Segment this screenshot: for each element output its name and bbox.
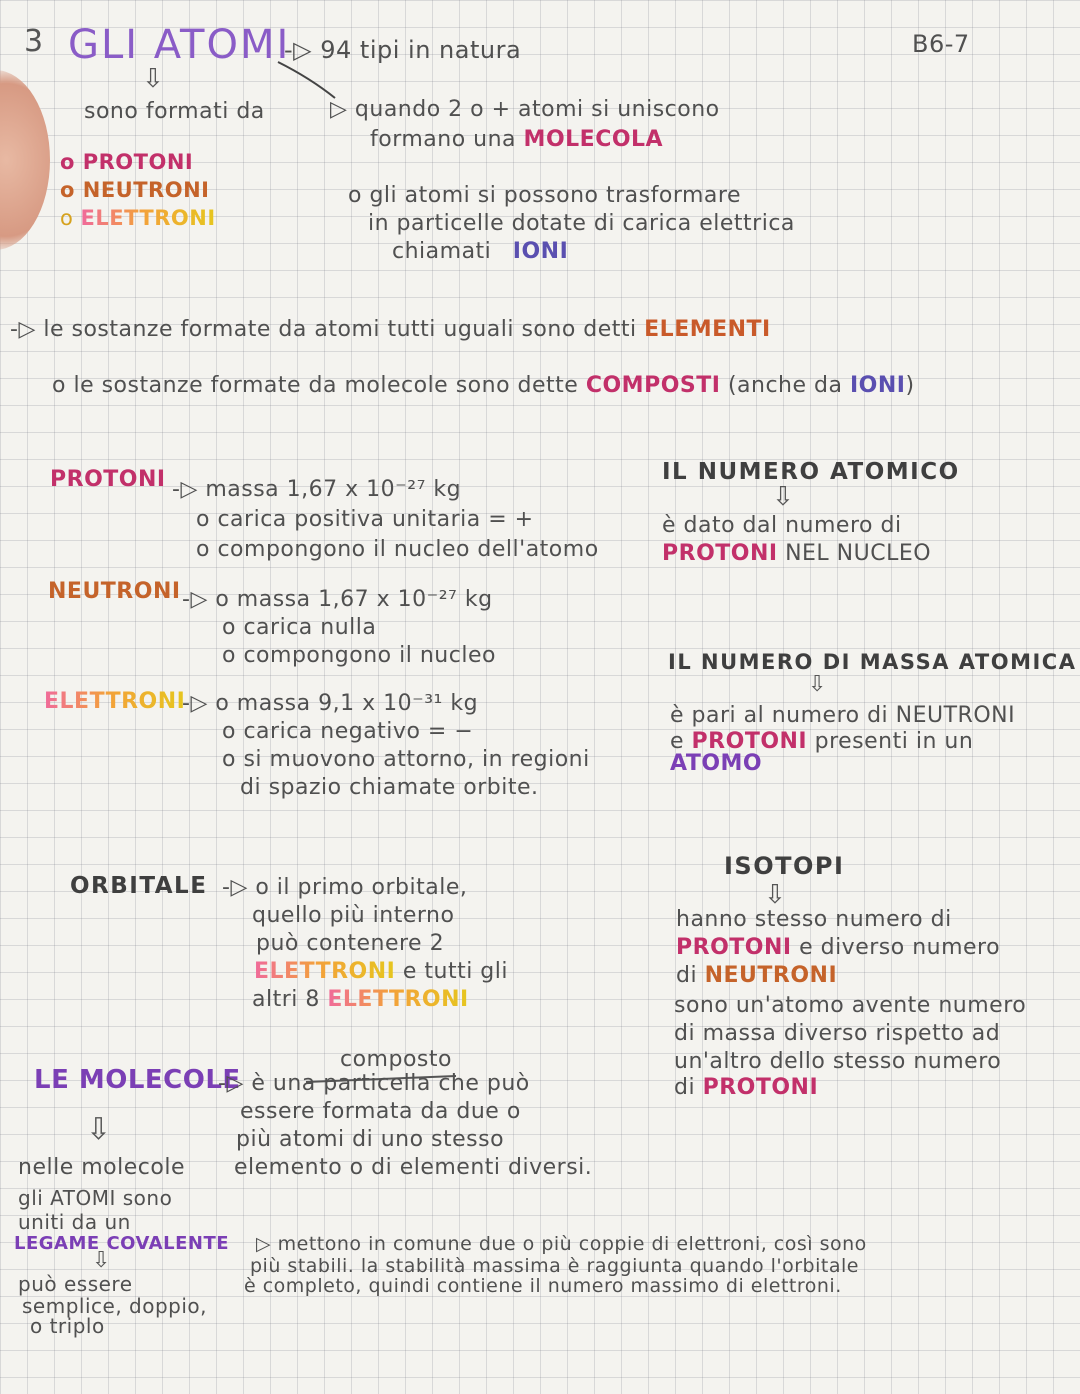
down-arrow-icon: ⇩ [92,1248,111,1273]
protoni-line-2: o carica positiva unitaria = + [196,507,534,532]
composto-note: composto [340,1047,452,1072]
isotopi-line-6: un'altro dello stesso numero [674,1049,1002,1074]
molecule-note-line1: ▷ quando 2 o + atomi si uniscono [330,97,720,122]
section-number: 3 [24,24,44,59]
particle-neutroni: o NEUTRONI [60,178,210,202]
legame-type-3: o triplo [30,1314,105,1338]
molecole-line-4: elemento o di elementi diversi. [234,1155,593,1180]
protoni-line-3: o compongono il nucleo dell'atomo [196,537,599,562]
neutroni-label: NEUTRONI [48,579,181,604]
isotopi-line-3: di NEUTRONI [676,963,838,988]
molecole-line-2: essere formata da due o [240,1099,521,1124]
legame-type-2: semplice, doppio, [22,1294,208,1318]
elettroni-line-2: o carica negativo = − [222,719,474,744]
massa-atomica-title: IL NUMERO DI MASSA ATOMICA [668,650,1077,674]
page-title: GLI ATOMI [68,22,291,68]
legame-line-3: è completo, quindi contiene il numero massimo di elettroni. [244,1275,842,1297]
down-arrow-icon: ⇩ [142,64,164,94]
ions-line3: chiamati IONI [392,239,569,264]
atom-count-note: -▷ 94 tipi in natura [284,36,522,64]
orbitale-line-1: -▷ o il primo orbitale, [222,875,468,900]
numero-atomico-title: IL NUMERO ATOMICO [662,459,960,485]
molecole-line-1: -▷ è una particella che può [218,1071,530,1096]
composti-word: COMPOSTI [585,373,721,398]
isotopi-title: ISOTOPI [724,852,845,880]
orbitale-line-4: ELETTRONI e tutti gli [254,959,508,984]
page-code: B6-7 [912,30,970,58]
isotopi-line-7: di PROTONI [674,1075,819,1100]
orbitale-line-5: altri 8 ELETTRONI [252,987,469,1012]
compounds-definition: o le sostanze formate da molecole sono dette COMPOSTI (anche da IONI) [52,373,915,398]
legame-type-1: può essere [18,1272,133,1296]
molecole-left-2: gli ATOMI sono [18,1186,173,1210]
formed-by-text: sono formati da [84,99,265,124]
molecole-line-3: più atomi di uno stesso [236,1127,505,1152]
isotopi-line-2: PROTONI e diverso numero [676,935,1001,960]
protoni-line-1: -▷ massa 1,67 x 10⁻²⁷ kg [172,477,462,502]
legame-line-2: più stabili. la stabilità massima è raggiunta quando l'orbitale [250,1255,859,1277]
elettroni-line-3: o si muovono attorno, in regioni [222,747,590,772]
neutroni-line-2: o carica nulla [222,615,377,640]
down-arrow-icon: ⇩ [764,880,786,910]
elementi-word: ELEMENTI [644,317,771,342]
ioni-word: IONI [512,239,569,264]
particle-protoni: o PROTONI [60,150,194,174]
neutroni-line-3: o compongono il nucleo [222,643,496,668]
particle-elettroni: o ELETTRONI [60,206,216,230]
isotopi-line-5: di massa diverso rispetto ad [674,1021,1001,1046]
elettroni-line-4: di spazio chiamate orbite. [240,775,539,800]
orbitale-line-3: può contenere 2 [256,931,445,956]
molecole-left-3: uniti da un [18,1210,131,1234]
molecole-label: LE MOLECOLE [34,1065,241,1095]
down-arrow-icon: ⇩ [86,1112,112,1147]
massa-atomica-line-1: è pari al numero di NEUTRONI [670,703,1016,728]
isotopi-line-4: sono un'atomo avente numero [674,993,1027,1018]
neutroni-line-1: -▷ o massa 1,67 x 10⁻²⁷ kg [182,587,493,612]
orbitale-label: ORBITALE [70,873,208,899]
legame-line-1: ▷ mettono in comune due o più coppie di elettroni, così sono [256,1233,867,1255]
numero-atomico-line-1: è dato dal numero di [662,513,902,538]
isotopi-line-1: hanno stesso numero di [676,907,952,932]
molecole-left-1: nelle molecole [18,1155,185,1180]
elettroni-line-1: -▷ o massa 9,1 x 10⁻³¹ kg [182,691,479,716]
atomo-word: ATOMO [670,751,763,776]
legame-covalente-label: LEGAME COVALENTE [14,1233,230,1254]
ioni-word-2: IONI [849,373,906,398]
molecola-word: MOLECOLA [523,127,664,152]
numero-atomico-line-2: PROTONI NEL NUCLEO [662,541,932,566]
molecule-note-line2: formano una MOLECOLA [370,127,664,152]
elements-definition: -▷ le sostanze formate da atomi tutti uguali sono detti ELEMENTI [10,317,771,342]
elettroni-label: ELETTRONI [44,689,186,714]
down-arrow-icon: ⇩ [808,672,827,697]
ions-line2: in particelle dotate di carica elettrica [368,211,795,236]
protoni-label: PROTONI [50,467,166,492]
orbitale-line-2: quello più interno [252,903,455,928]
massa-atomica-line-2: e PROTONI presenti in un [670,729,974,754]
down-arrow-icon: ⇩ [772,482,794,512]
ions-line1: o gli atomi si possono trasformare [348,183,741,208]
